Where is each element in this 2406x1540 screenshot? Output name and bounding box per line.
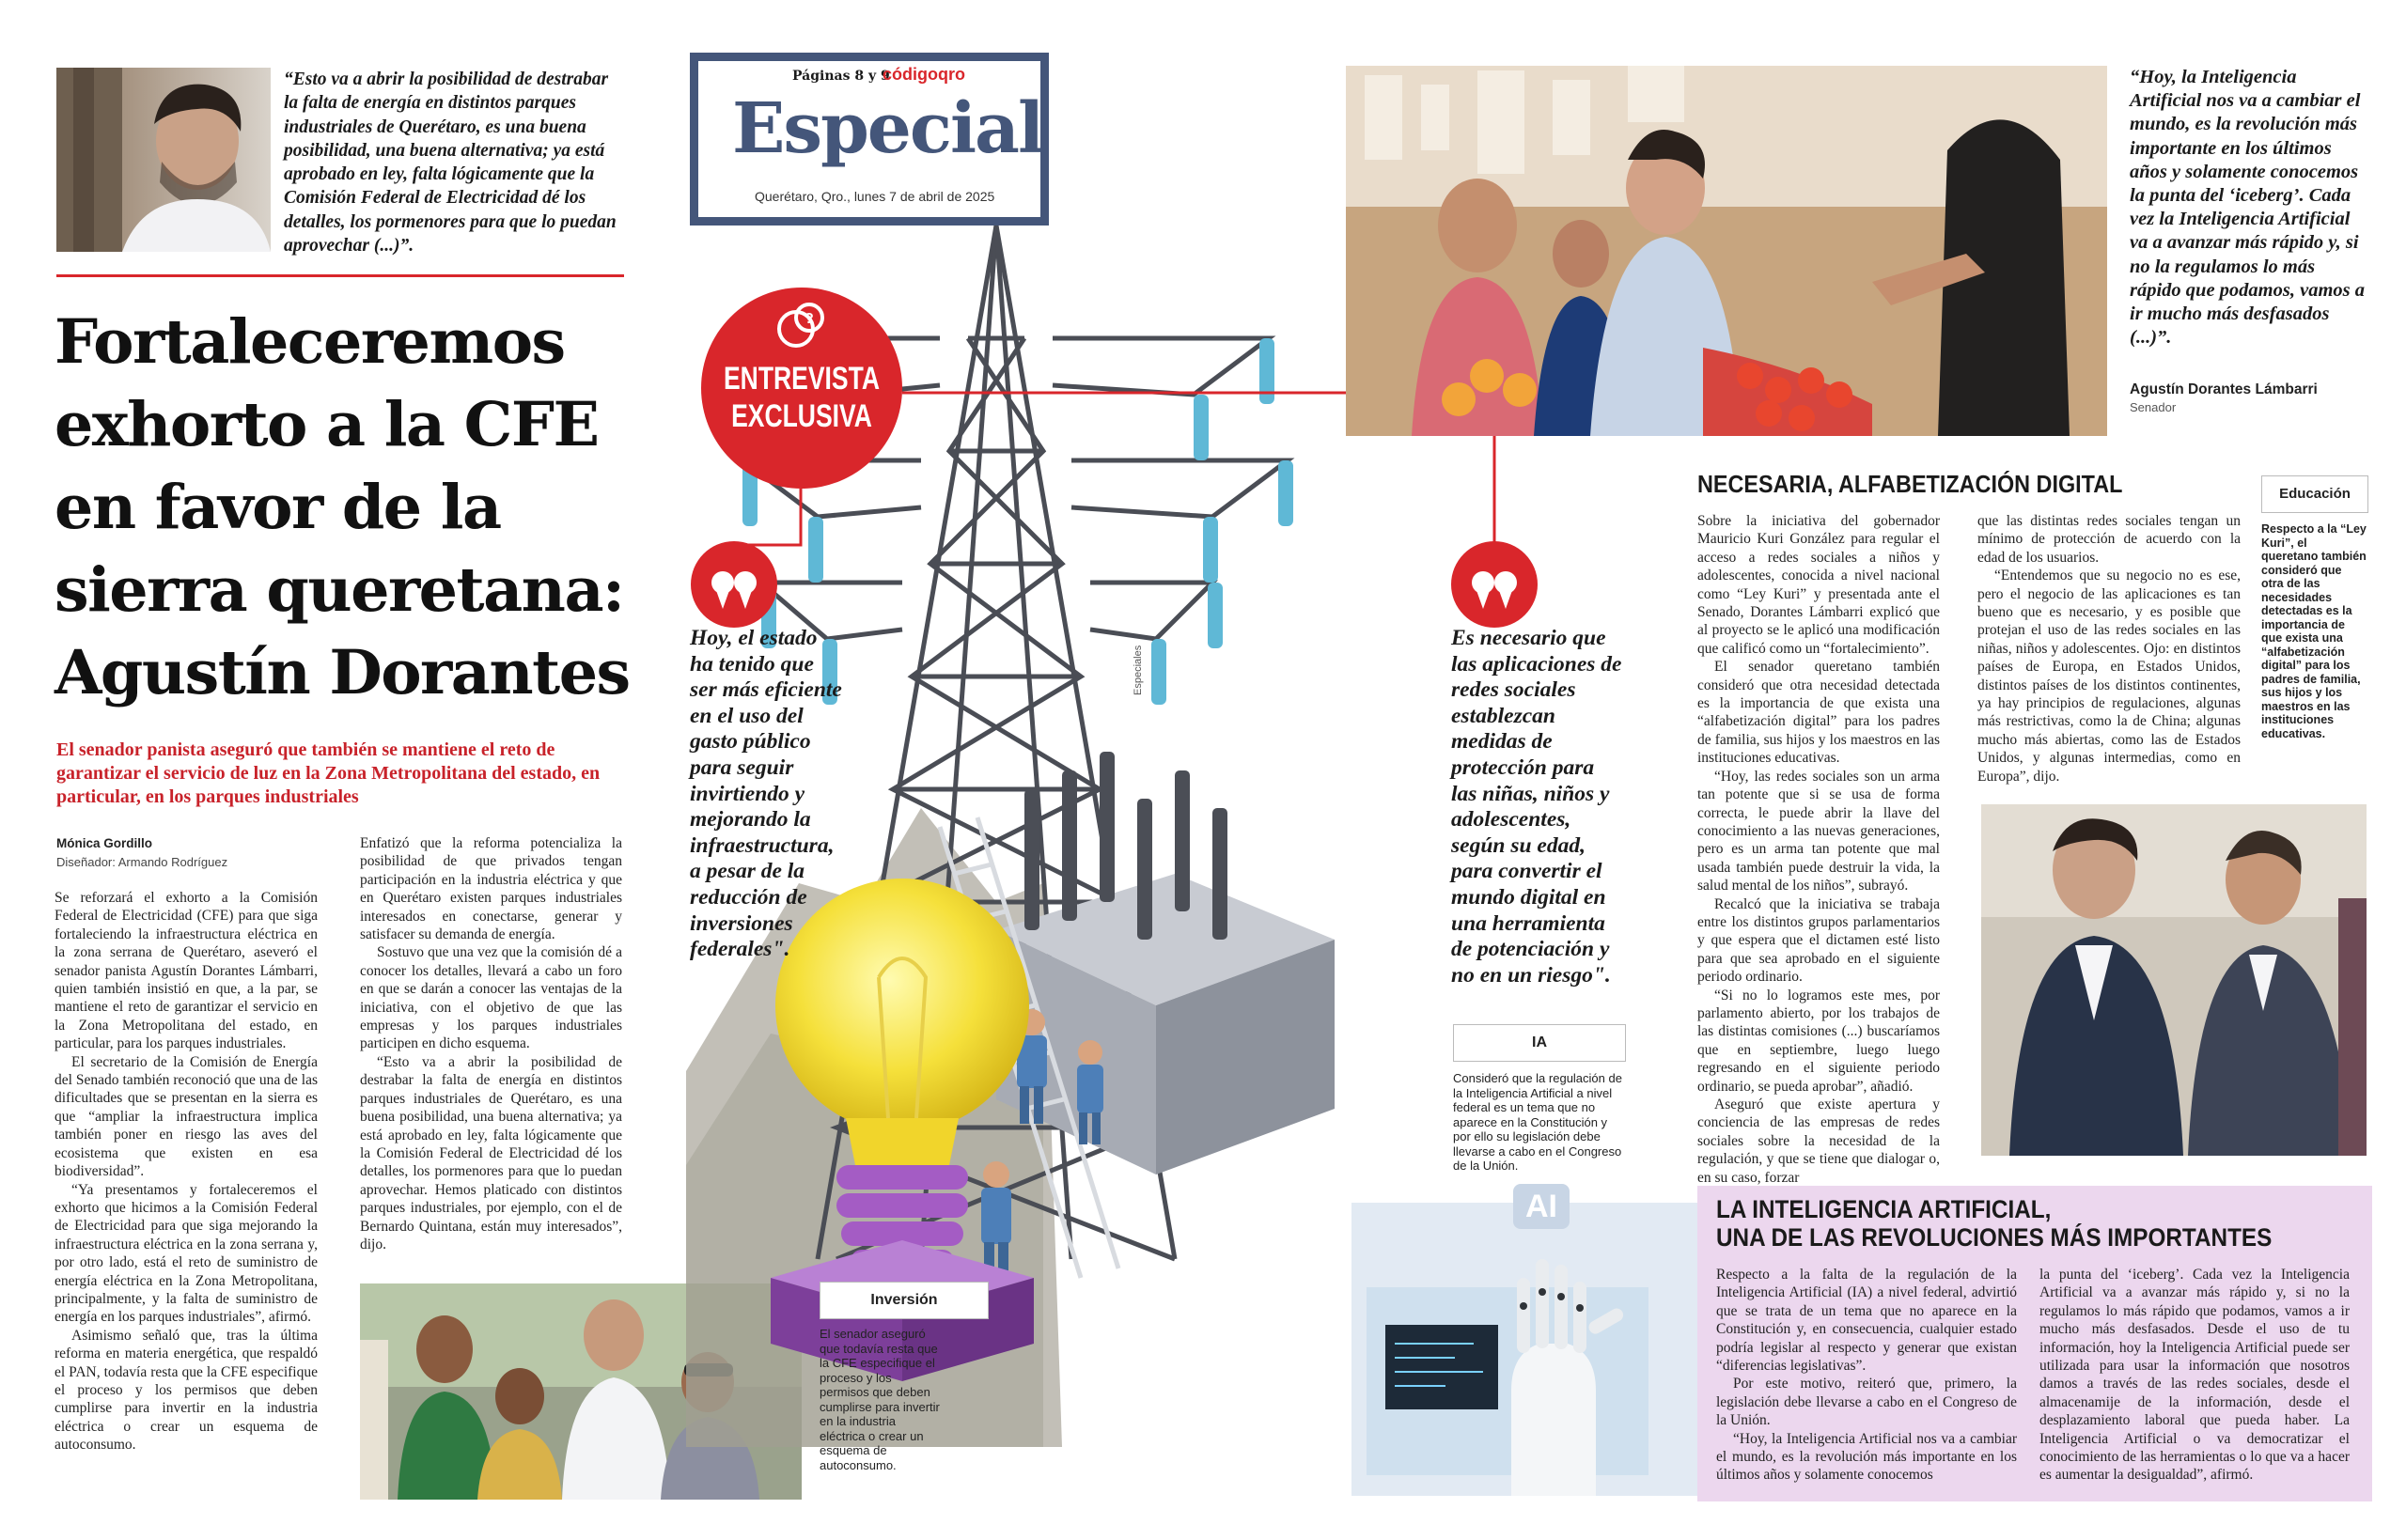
senator-portrait-photo: [56, 68, 271, 252]
body-column-2: [360, 834, 622, 1253]
section-title-ia-line2: UNA DE LAS REVOLUCIONES MÁS IMPORTANTES: [1716, 1223, 2273, 1252]
top-pull-quote: “Esto va a abrir la posibilidad de destrabar la falta de energía en distintos parques industriales de Querétaro, es una buena posibilidad, una buena alternativa; ya está aprobado en ley, falta lógicamente que la Comisión Federal de Electricidad dé los detalles, los pormenores para que lo puedan aprovechar (...)”.: [284, 70, 617, 257]
brand-logo: códigoqro: [883, 65, 965, 84]
educacion-box-title: Educación: [2261, 475, 2368, 513]
dateline: Querétaro, Qro., lunes 7 de abril de 2025: [755, 189, 995, 204]
section3-column-b: [2039, 1266, 2350, 1485]
headline: Fortaleceremos exhorto a la CFE en favor de la sierra queretana: Agustín Dorantes: [55, 306, 630, 708]
photo-credit-vertical: Especiales: [1133, 645, 1144, 695]
section3-column-a: [1716, 1266, 2017, 1485]
ia-box-title: IA: [1453, 1024, 1626, 1062]
inversion-box-text: El senador aseguró que todavía resta que la CFE especifique el proceso y los permisos que deben cumplirse para invertir en la industria eléctrica o crear un esquema de autoconsumo.: [820, 1327, 940, 1472]
paragraph: Respecto a la falta de la regulación de la Inteligencia Artificial (IA) a nivel federal, advirtió que se trata de un tema que no aparece en la Constitución y, en consecuencia, cualquier estado podría legislar al respecto y generar que existan “diferencias legislativas”.: [1716, 1267, 2017, 1375]
quote-attribution-role: Senador: [2130, 400, 2177, 414]
inversion-box-title: Inversión: [820, 1282, 989, 1319]
paragraph: Aseguró que existe apertura y conciencia de las empresas de redes sociales sobre la necesidad de la regulación, y que se tiene que dialogar o, en su caso, forzar: [1697, 1097, 1940, 1186]
badge-line-2: EXCLUSIVA: [731, 398, 872, 434]
paragraph: “Si no lo logramos este mes, por parlamento abierto, por los trabajos de las distintas comisiones (...) buscaríamos que en septiembre, luego luego regresando en el siguiente periodo ordinario, se pueda aprobar”, añadió.: [1697, 987, 1940, 1095]
paragraph: “Hoy, las redes sociales son un arma tan potente que si se usa de forma correcta, le puede abrir la llave del conocimiento a las nuevas generaciones, pero es un arma tan potente que mal usada también puede destruir la vida, la salud mental de los niños”, subrayó.: [1697, 768, 1940, 894]
paragraph: Enfatizó que la reforma potencializa la posibilidad de que privados tengan participación en la industria eléctrica y que en Querétaro existen parques industriales interesados en conectarse, generar y satisfacer su demanda de energía.: [360, 835, 622, 943]
market-photo: [1346, 66, 2107, 436]
section2-column-b: [1977, 512, 2241, 786]
ia-box-text: Consideró que la regulación de la Inteligencia Artificial a nivel federal es un tema que no aparece en la Constitución y por ello su legislación debe llevarse a cabo en el Congreso de la Unión.: [1453, 1071, 1622, 1173]
exclusive-badge: [701, 288, 902, 489]
paragraph: que las distintas redes sociales tengan un mínimo de protección de acuerdo con la edad de los usuarios.: [1977, 513, 2241, 566]
paragraph: Sobre la iniciativa del gobernador Mauricio Kuri González para regular el acceso a redes sociales a niños y adolescentes, conocida a nivel nacional como “Ley Kuri” y presentada ante el Senado, Dorantes Lámbarri explicó que al proyecto se le aplicó una modificación que calificó como un “fortalecimiento”.: [1697, 513, 1940, 657]
educacion-box-text: Respecto a la “Ley Kuri”, el queretano también consideró que otra de las necesidades detectadas es la importancia de que exista una “alfabetización digital” para los padres de familia, sus hijos y los maestros en las instituciones educativas.: [2261, 522, 2367, 740]
robot-hand-photo: [1351, 1203, 1699, 1496]
subhead: El senador panista aseguró que también se mantiene el reto de garantizar el servicio de luz en la Zona Metropolitana del estado, en particular, en los parques industriales: [56, 739, 601, 807]
chat-bubbles-icon: [773, 301, 830, 353]
quote-mark-icon-left: [691, 541, 777, 628]
quote-attribution-name: Agustín Dorantes Lámbarri: [2130, 381, 2318, 397]
quote-mark-icon-right: [1451, 541, 1538, 628]
badge-line-1: ENTREVISTA: [723, 361, 881, 397]
paragraph: Por este motivo, reiteró que, primero, la legislación debe llevarse a cabo en el Congreso de la Unión.: [1716, 1376, 2017, 1429]
section-title: Especial: [732, 88, 1043, 169]
body-column-1: [55, 889, 318, 1454]
paragraph: “Esto va a abrir la posibilidad de destrabar la falta de energía en distintos parques industriales de Querétaro, es una buena posibilidad, una buena alternativa; ya está aprobado en ley, falta lógicamente que la Comisión Federal de Electricidad dé los detalles, los pormenores para que lo puedan aprovechar. Hemos platicado con distintos parques industriales, por ejemplo, con el de Bernardo Quintana, están muy interesados”, dijo.: [360, 1053, 622, 1252]
pull-quote-right: Es necesario que las aplicaciones de redes sociales establezcan medidas de protección para las niñas, niños y adolescentes, según su edad, para convertir el mundo digital en una herramienta de potenciación y no en un riesgo".: [1451, 626, 1622, 988]
paragraph: El senador queretano también consideró que otra necesidad detectada es la importancia de que exista una “alfabetización digital” para los padres de familia, sus hijos y los maestros en las instituciones educativas.: [1697, 659, 1940, 767]
section-title-ia-line1: LA INTELIGENCIA ARTIFICIAL,: [1716, 1195, 2052, 1223]
paragraph: Asimismo señaló que, tras la última reforma en materia energética, que respaldó el PAN, todavía resta que la CFE especifique el proceso y los permisos que deben cumplirse para invertir en la industria eléctrica o crear un esquema de autoconsumo.: [55, 1327, 318, 1454]
senators-photo: [1981, 804, 2367, 1156]
paragraph: “Ya presentamos y fortaleceremos el exhorto que hicimos a la Comisión Federal de Electricidad para que siga mejorando la infraestructura eléctrica en la zona serrana y, por otro lado, está el reto de suministro de energía eléctrica en la Zona Metropolitana, principalmente, y la falta de suministro de energía en los parques industriales”, afirmó.: [55, 1181, 318, 1326]
pages-label: Páginas 8 y 9: [792, 69, 890, 84]
byline-author: Mónica Gordillo: [56, 836, 153, 850]
rule-red: [56, 274, 624, 277]
svg-text:?: ?: [805, 311, 814, 327]
section2-column-a: [1697, 512, 1940, 1187]
paragraph: “Entendemos que su negocio no es ese, pero el negocio de las aplicaciones es tan bueno que es necesario, y es posible que protejan el uso de las redes sociales en las niñas, niños y adolescentes. Ojo: en distintos países de Europa, en Estados Unidos, distintos países de los distintos continentes, ya hay principios de regulaciones, algunas más restrictivas, como la de China; algunas mucho más abiertas, como las de Estados Unidos, y algunas intermedias, como en Europa”, dijo.: [1977, 568, 2241, 785]
ai-sign: AI: [1513, 1184, 1570, 1229]
paragraph: El secretario de la Comisión de Energía del Senado también reconoció que una de las dificultades que se presentan en la sierra es que “ampliar la infraestructura implica también poner en riesgo las aves del ecosistema que existen en esa biodiversidad”.: [55, 1053, 318, 1180]
byline-designer: Diseñador: Armando Rodríguez: [56, 855, 228, 869]
section-header-box: [690, 53, 1049, 226]
pull-quote-left: Hoy, el estado ha tenido que ser más eficiente en el uso del gasto público para seguir invirtiendo y mejorando la infraestructura, a pesar de la reducción de inversiones federales".: [690, 626, 842, 962]
paragraph: la punta del ‘iceberg’. Cada vez la Inteligencia Artificial va a avanzar más rápido y, si no la regulamos lo más rápido que podamos, vamos a ir mucho más desfasados. Desde el uso de tu información, hoy la Inteligencia Artificial puede ser utilizada para usar la información que nosotros damos a través de las redes sociales, desde el almacenamije de la información, desde el desplazamiento laboral que pueda haber. La Inteligencia Artificial o va democratizar el conocimiento de las herramientas o lo que va a hacer es aumentar la desigualdad”, afirmó.: [2039, 1267, 2350, 1484]
paragraph: Se reforzará el exhorto a la Comisión Federal de Electricidad (CFE) para que siga fortaleciendo la infraestructura eléctrica en la zona serrana de Querétaro, aseveró el senador panista Agustín Dorantes Lámbarri, quien también insistió en que, a la par, se mantiene el reto de garantizar el servicio en la Zona Metropolitana del estado, en particular, para los parques industriales.: [55, 890, 318, 1052]
top-right-pull-quote: “Hoy, la Inteligencia Artificial nos va a cambiar el mundo, es la revolución más importante en los últimos años y solamente conocemos la punta del ‘iceberg’. Cada vez la Inteligencia Artificial va a avanzar más rápido y, si no la regulamos lo más rápido que podamos, vamos a ir mucho más desfasados (...)”.: [2130, 67, 2365, 349]
paragraph: “Hoy, la Inteligencia Artificial nos va a cambiar el mundo, es la revolución más importante en los últimos años y solamente conocemos: [1716, 1430, 2017, 1484]
paragraph: Sostuvo que una vez que la comisión dé a conocer los detalles, llevará a cabo un foro en que se darán a conocer las ventajas de la iniciativa, con el objetivo de que las empresas y los parques industriales participen en dicho esquema.: [360, 944, 622, 1052]
section-title-alfabetizacion: NECESARIA, ALFABETIZACIÓN DIGITAL: [1697, 470, 2123, 498]
paragraph: Recalcó que la iniciativa se trabaja entre los distintos grupos parlamentarios y que espera que el dictamen esté listo para que sea aprobado en el siguiente periodo ordinario.: [1697, 895, 1940, 986]
